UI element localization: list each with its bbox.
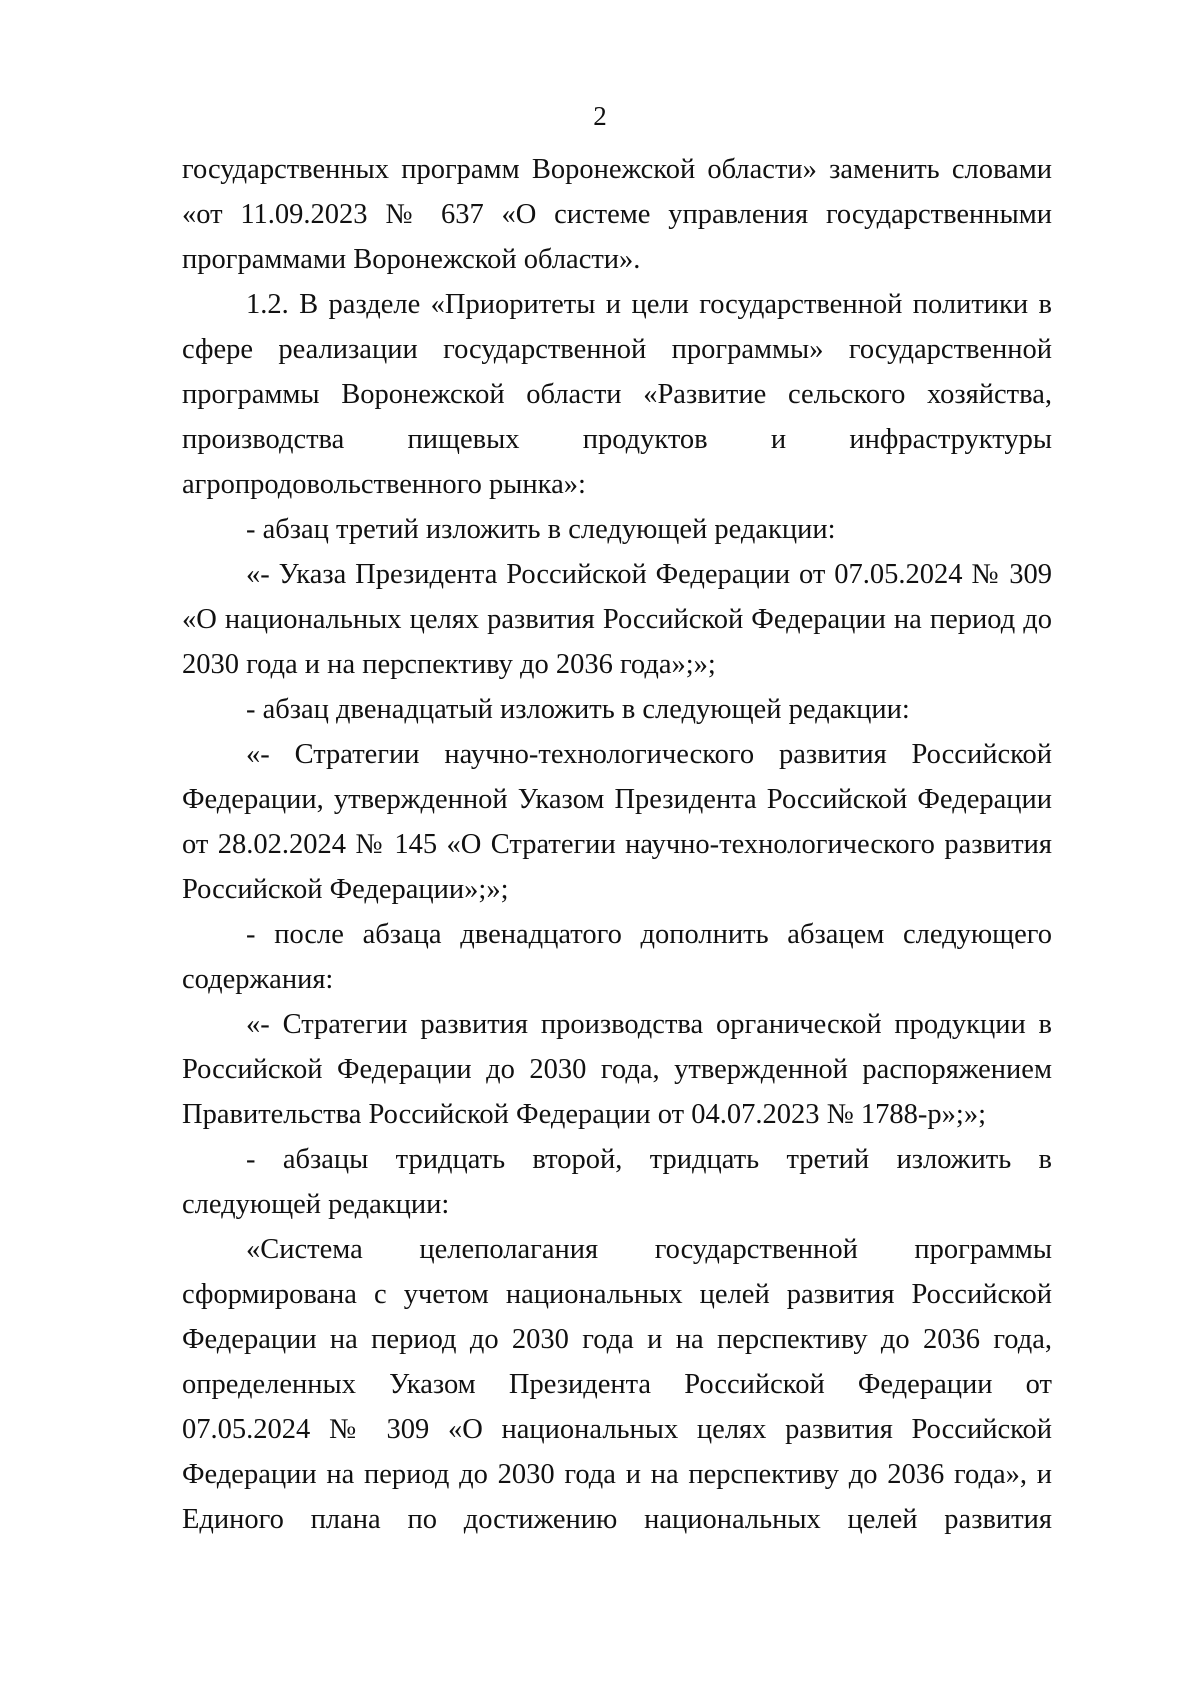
paragraph-10: «Система целеполагания государственной программы сформирована с учетом национальных целей развития Российской Федерации на период до 2030 года и на перспективу до 2036 года, определенных Указом Президента Российской Федерации от 07.05.2024 № 309 «О национальных целях развития Российской Федерации на период до 2030 года и на перспективу до 2036 года», и Единого плана по достижению национальных целей развития <box>182 1234 1052 1535</box>
paragraph-2: 1.2. В разделе «Приоритеты и цели государственной политики в сфере реализации государственной программы» государственной программы Воронежской области «Развитие сельского хозяйства, производства пищевых продуктов и инфраструктуры агропродовольственного рынка»: <box>182 289 1052 500</box>
paragraph-6: «- Стратегии научно-технологического развития Российской Федерации, утвержденной Указом Президента Российской Федерации от 28.02.2024 № 145 «О Стратегии научно-технологического развития Российской Федерации»;»; <box>182 739 1052 905</box>
paragraph-3: - абзац третий изложить в следующей редакции: <box>246 514 836 545</box>
paragraph-5: - абзац двенадцатый изложить в следующей редакции: <box>246 694 910 725</box>
paragraph-7: - после абзаца двенадцатого дополнить абзацем следующего содержания: <box>182 919 1052 995</box>
document-body <box>182 147 1052 1542</box>
paragraph-1: государственных программ Воронежской области» заменить словами «от 11.09.2023 № 637 «О системе управления государственными программами Воронежской области». <box>182 154 1052 275</box>
paragraph-8: «- Стратегии развития производства органической продукции в Российской Федерации до 2030 года, утвержденной распоряжением Правительства Российской Федерации от 04.07.2023 № 1788-р»;»; <box>182 1009 1052 1130</box>
paragraph-4: «- Указа Президента Российской Федерации от 07.05.2024 № 309 «О национальных целях развития Российской Федерации на период до 2030 года и на перспективу до 2036 года»;»; <box>182 559 1052 680</box>
page-number: 2 <box>593 101 607 131</box>
paragraph-9: - абзацы тридцать второй, тридцать третий изложить в следующей редакции: <box>182 1144 1052 1220</box>
